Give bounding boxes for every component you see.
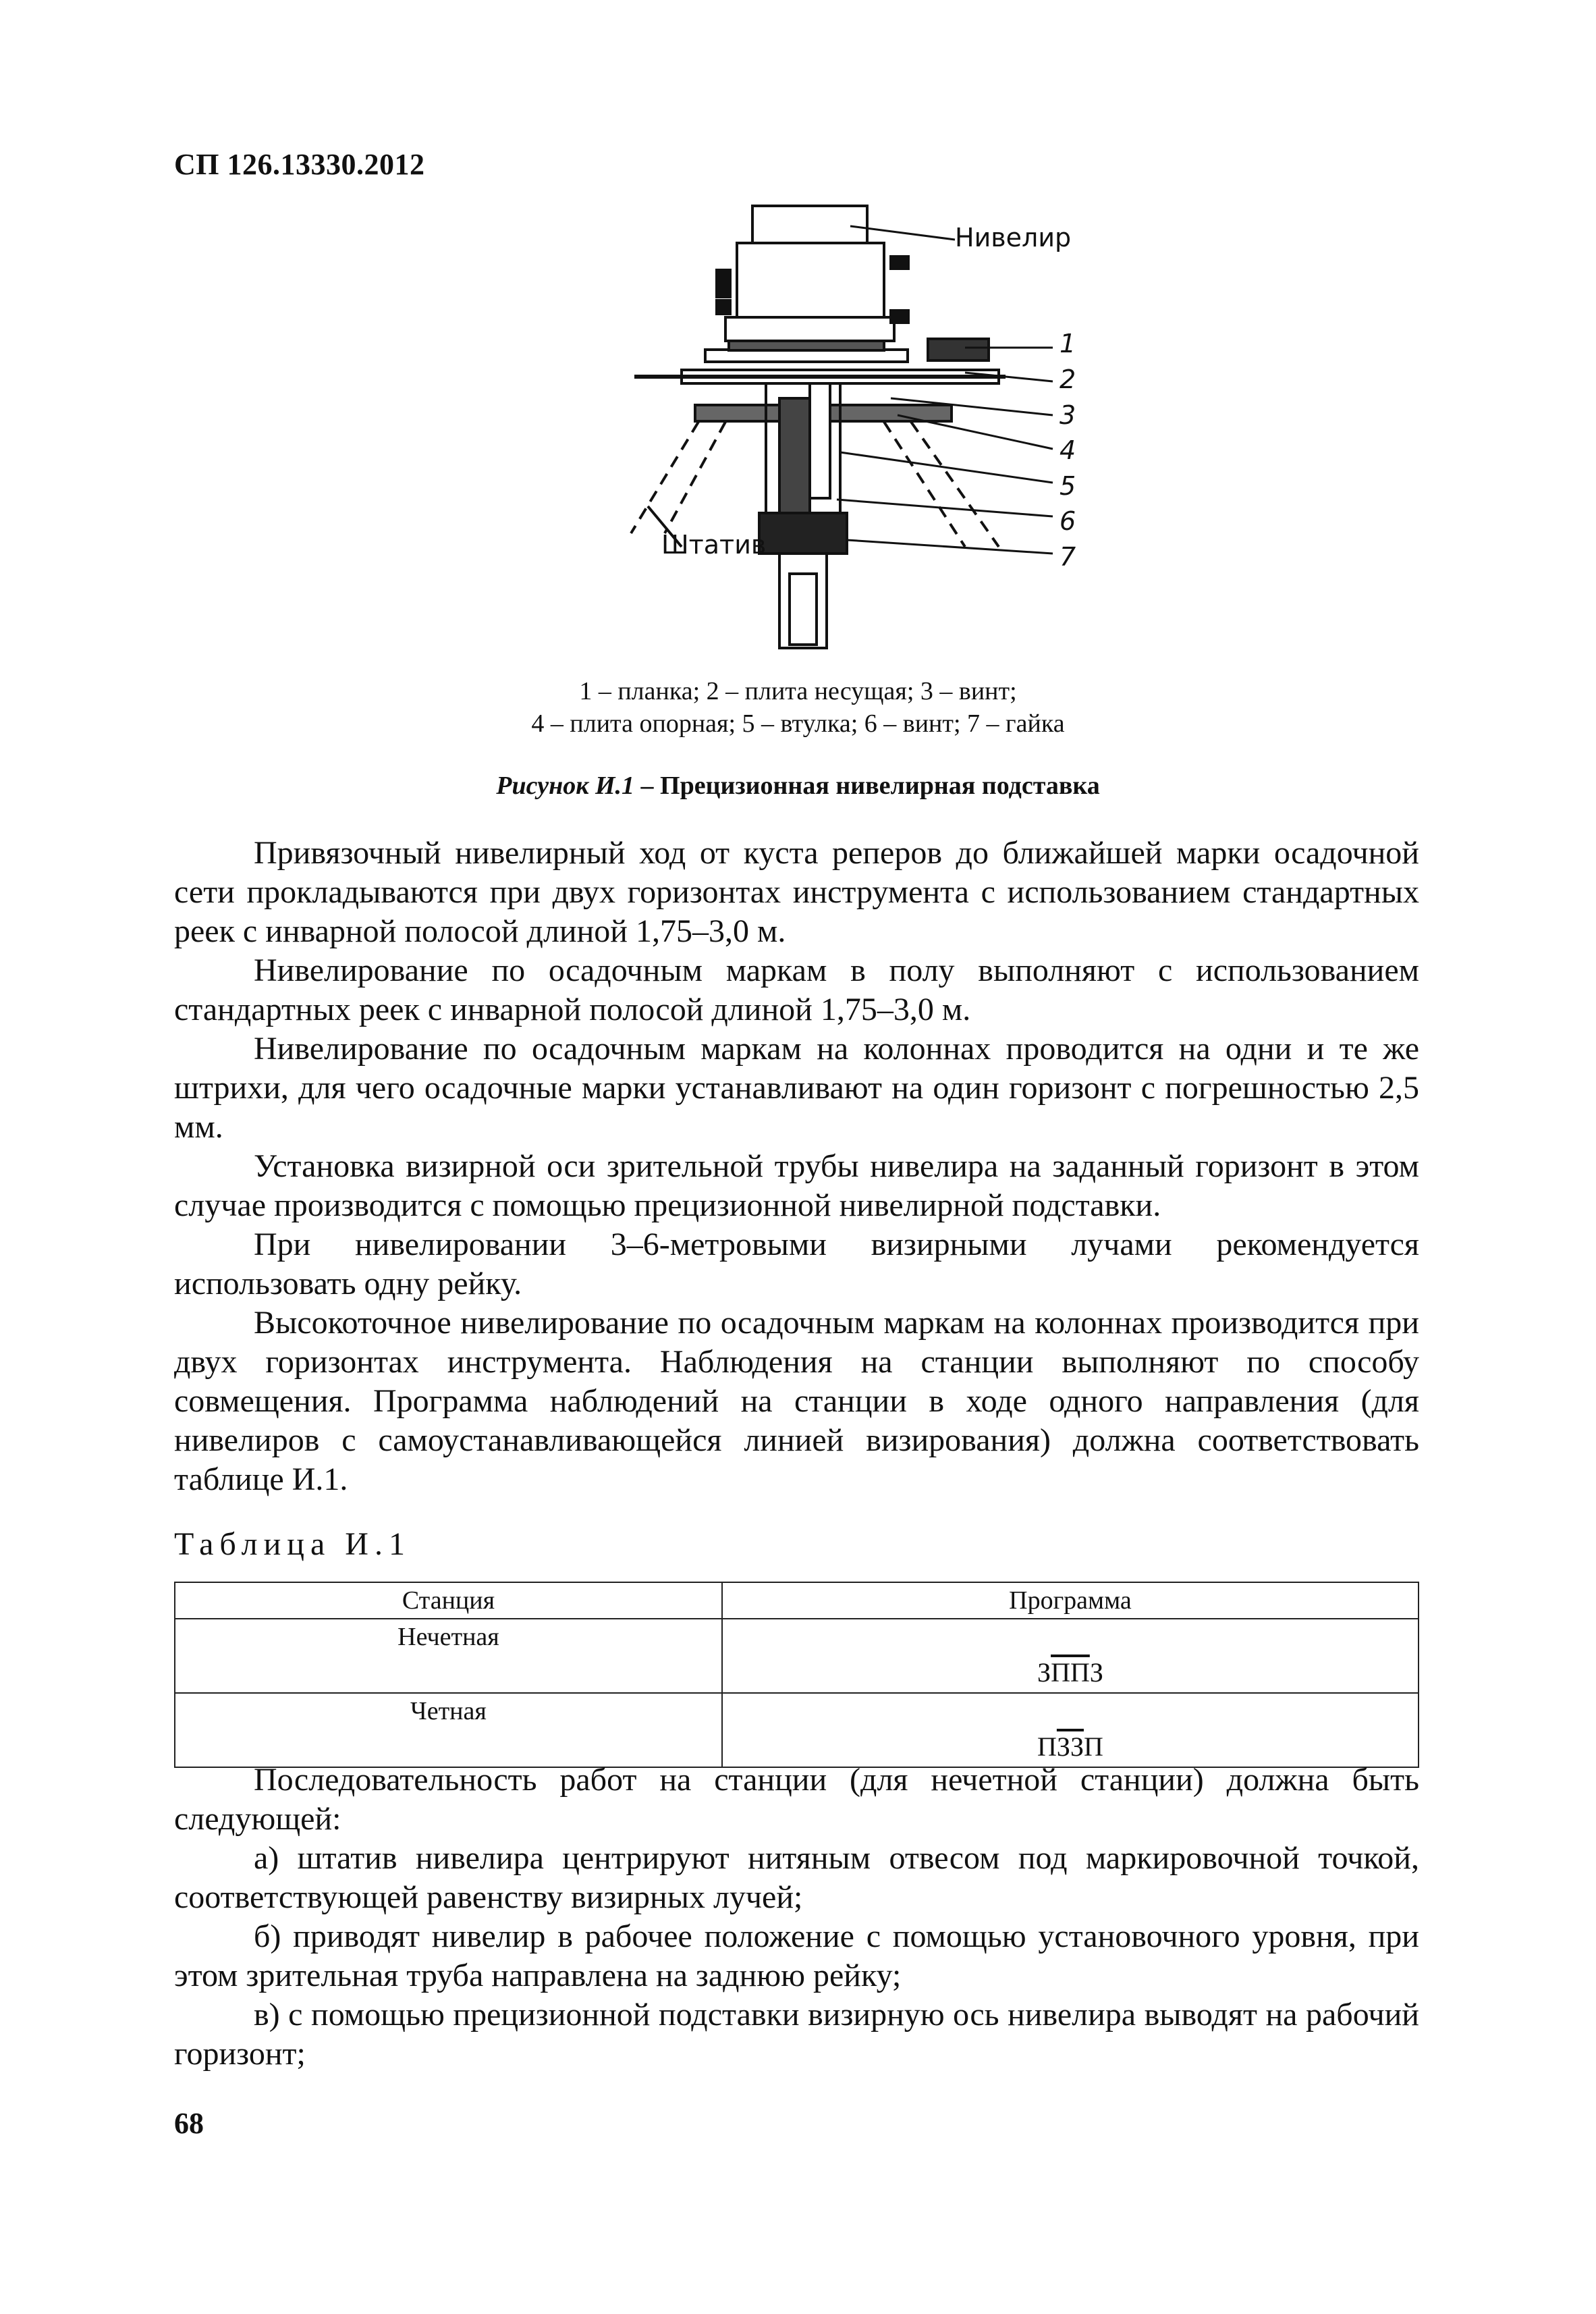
stand-drawing [587, 196, 1100, 668]
figure-precision-leveling-stand [587, 196, 1100, 668]
nut [759, 513, 847, 554]
list-item: б) приводят нивелир в рабочее положение с помощью установочного уровня, при этом зрительная труба направлена на заднюю рейку; [174, 1918, 1419, 1993]
figure-legend-line-1: 1 – планка; 2 – плита несущая; 3 – винт; [579, 677, 1017, 705]
table-row [175, 1619, 1419, 1693]
cell-program [722, 1619, 1419, 1693]
body-text-block-2 [174, 1760, 1419, 2074]
label-7: 7 [1060, 542, 1076, 572]
cell-program [722, 1693, 1419, 1767]
paragraph: Высокоточное нивелирование по осадочным маркам на колоннах производится при двух горизонтах инструмента. Наблюдения на станции выполняют по способу совмещения. Программа наблюдений на станции в ходе одного направления (для нивелиров с самоустанавливающейся линией визирования) должна соответствовать таблице И.1. [174, 1305, 1419, 1497]
document-code-header: СП 126.13330.2012 [174, 148, 425, 181]
program-sequence: ЗППЗ [1037, 1657, 1103, 1688]
table-title: Таблица И.1 [174, 1526, 411, 1562]
label-5: 5 [1060, 471, 1076, 501]
table-row [175, 1693, 1419, 1767]
list-item: в) с помощью прецизионной подставки визирную ось нивелира выводят на рабочий горизонт; [174, 1997, 1419, 2072]
label-2: 2 [1060, 365, 1076, 394]
figure-title-text: – Прецизионная нивелирная подставка [634, 772, 1100, 800]
program-table [174, 1582, 1419, 1768]
label-4: 4 [1060, 435, 1076, 465]
instrument-body [737, 243, 884, 317]
header-station: Станция [175, 1582, 722, 1619]
instrument-base [725, 317, 894, 341]
label-6: 6 [1060, 506, 1076, 536]
paragraph: Нивелирование по осадочным маркам в полу выполняют с использованием стандартных реек с инварной полосой длиной 1,75–3,0 м. [174, 952, 1419, 1027]
cell-station: Четная [175, 1693, 722, 1767]
instrument-top [752, 206, 867, 243]
paragraph: Установка визирной оси зрительной трубы нивелира на заданный горизонт в этом случае производится с помощью прецизионной нивелирной подставки. [174, 1148, 1419, 1223]
label-tripod: Штатив [661, 530, 767, 560]
figure-title [0, 770, 1596, 802]
figure-title-prefix: Рисунок И.1 [496, 772, 635, 800]
paragraph: При нивелировании 3–6-метровыми визирными лучами рекомендуется использовать одну рейку. [174, 1227, 1419, 1301]
figure-legend-line-2: 4 – плита опорная; 5 – втулка; 6 – винт; 7 – гайка [531, 709, 1065, 738]
body-text-block-1 [174, 834, 1419, 1499]
header-program: Программа [722, 1582, 1419, 1619]
label-3: 3 [1060, 400, 1076, 430]
list-item: а) штатив нивелира центрируют нитяным отвесом под маркировочной точкой, соответствующей равенству визирных лучей; [174, 1840, 1419, 1915]
screw [779, 554, 827, 648]
paragraph: Привязочный нивелирный ход от куста реперов до ближайшей марки осадочной сети прокладываются при двух горизонтах инструмента с использованием стандартных реек с инварной полосой длиной 1,75–3,0 м. [174, 835, 1419, 949]
page-number: 68 [174, 2107, 204, 2140]
cell-station: Нечетная [175, 1619, 722, 1693]
label-1: 1 [1060, 329, 1076, 358]
table-header-row [175, 1582, 1419, 1619]
paragraph: Последовательность работ на станции (для нечетной станции) должна быть следующей: [174, 1762, 1419, 1837]
program-sequence: ПЗЗП [1037, 1731, 1103, 1762]
label-instrument: Нивелир [955, 223, 1072, 252]
paragraph: Нивелирование по осадочным маркам на колоннах проводится на одни и те же штрихи, для чего осадочные марки устанавливают на один горизонт с погрешностью 2,5 мм. [174, 1031, 1419, 1145]
